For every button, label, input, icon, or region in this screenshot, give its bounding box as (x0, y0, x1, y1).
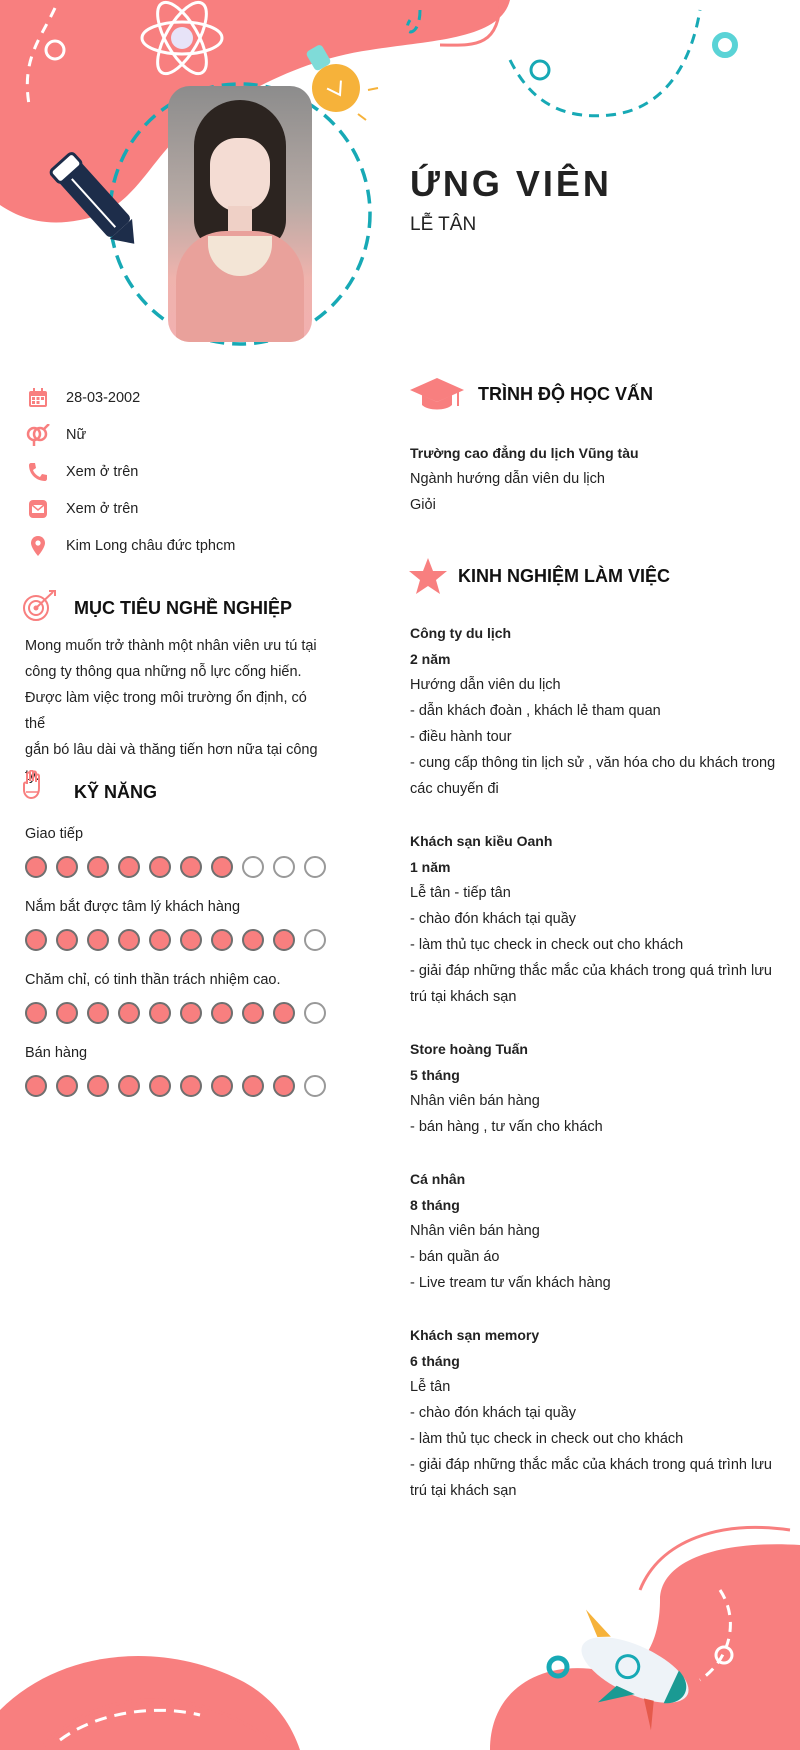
hand-icon (22, 770, 46, 805)
skill-label: Bán hàng (25, 1045, 88, 1061)
rating-dot-filled (87, 1075, 109, 1097)
bottom-right-blob (490, 1544, 800, 1750)
gender-icon (26, 423, 50, 447)
rating-dot-empty (304, 929, 326, 951)
rating-dot-filled (180, 856, 202, 878)
job-title: LỄ TÂN (410, 214, 477, 235)
skill-label: Chăm chỉ, có tinh thần trách nhiệm cao. (25, 972, 281, 988)
job-detail: - dẫn khách đoàn , khách lẻ tham quan (410, 703, 661, 719)
job-role: Hướng dẫn viên du lịch (410, 677, 561, 693)
contact-address (26, 534, 326, 558)
contact-text: Nữ (66, 427, 87, 443)
job-duration: 1 năm (410, 859, 451, 875)
contact-gender (26, 423, 326, 447)
rating-dot-filled (273, 1002, 295, 1024)
skill-rating (25, 929, 326, 951)
rating-dot-filled (56, 1002, 78, 1024)
candidate-name: ỨNG VIÊN (410, 163, 612, 204)
job-duration: 8 tháng (410, 1197, 460, 1213)
calendar-icon (26, 386, 50, 410)
rating-dot-filled (180, 1002, 202, 1024)
rating-dot-filled (118, 1075, 140, 1097)
mail-icon (26, 497, 50, 521)
contact-email (26, 497, 326, 521)
rating-dot-filled (242, 1075, 264, 1097)
rating-dot-filled (273, 929, 295, 951)
job-entry (410, 620, 780, 802)
job-role: Nhân viên bán hàng (410, 1223, 540, 1239)
skill-label: Nắm bắt được tâm lý khách hàng (25, 899, 241, 915)
candidate-photo (168, 86, 312, 342)
rating-dot-filled (149, 856, 171, 878)
company-name: Khách sạn kiều Oanh (410, 833, 553, 849)
company-name: Store hoàng Tuấn (410, 1041, 528, 1057)
experience-list (410, 620, 780, 1530)
job-detail: - giải đáp những thắc mắc của khách trong quá trình lưu (410, 963, 772, 979)
job-detail: - bán quần áo (410, 1249, 500, 1265)
rating-dot-filled (211, 856, 233, 878)
objective-text: Mong muốn trở thành một nhân viên ưu tú tại công ty thông qua những nỗ lực cống hiến. Được làm việc trong môi trường ổn định, có thể gắn bó lâu dài và thăng tiến hơn nữa tại công ty. (25, 638, 318, 784)
rating-dot-filled (56, 929, 78, 951)
job-role: Lễ tân (410, 1379, 451, 1395)
rating-dot-filled (87, 929, 109, 951)
location-icon (26, 534, 50, 558)
job-entry (410, 1322, 780, 1504)
job-duration: 2 năm (410, 651, 451, 667)
job-entry (410, 828, 780, 1010)
rating-dot-filled (149, 1002, 171, 1024)
rating-dot-filled (211, 929, 233, 951)
job-detail: - điều hành tour (410, 729, 512, 745)
rating-dot-empty (273, 856, 295, 878)
rating-dot-empty (242, 856, 264, 878)
bottom-left-blob (0, 1656, 300, 1750)
rating-dot-filled (25, 929, 47, 951)
rating-dot-empty (304, 1075, 326, 1097)
job-detail: - giải đáp những thắc mắc của khách trong quá trình lưu (410, 1457, 772, 1473)
rating-dot-filled (56, 856, 78, 878)
rating-dot-filled (118, 856, 140, 878)
job-duration: 5 tháng (410, 1067, 460, 1083)
job-detail: - cung cấp thông tin lịch sử , văn hóa cho du khách trong (410, 755, 776, 771)
skills-title: KỸ NĂNG (74, 782, 158, 802)
rating-dot-filled (118, 929, 140, 951)
contact-text: Xem ở trên (66, 501, 139, 517)
rating-dot-filled (149, 1075, 171, 1097)
job-role: Lễ tân - tiếp tân (410, 885, 511, 901)
rating-dot-filled (87, 856, 109, 878)
rating-dot-filled (180, 1075, 202, 1097)
contact-text: Kim Long châu đức tphcm (66, 538, 236, 554)
rating-dot-empty (304, 856, 326, 878)
rating-dot-filled (87, 1002, 109, 1024)
rating-dot-filled (242, 929, 264, 951)
contact-birthdate (26, 386, 326, 410)
rating-dot-filled (118, 1002, 140, 1024)
rating-dot-filled (56, 1075, 78, 1097)
job-detail: trú tại khách sạn (410, 1483, 517, 1499)
skill-label: Giao tiếp (25, 826, 84, 842)
education-section (410, 440, 770, 518)
graduation-cap-icon (410, 376, 464, 417)
contact-text: 28-03-2002 (66, 390, 141, 406)
job-detail: - làm thủ tục check in check out cho khách (410, 937, 684, 953)
target-icon (22, 590, 56, 627)
skill-rating (25, 856, 326, 878)
rating-dot-filled (273, 1075, 295, 1097)
job-detail: - chào đón khách tại quầy (410, 911, 577, 927)
job-entry (410, 1166, 780, 1296)
skill-rating (25, 1002, 326, 1024)
job-detail: - bán hàng , tư vấn cho khách (410, 1119, 603, 1135)
experience-title: KINH NGHIỆM LÀM VIỆC (458, 566, 671, 586)
contact-phone (26, 460, 326, 484)
rating-dot-filled (242, 1002, 264, 1024)
job-duration: 6 tháng (410, 1353, 460, 1369)
rating-dot-filled (180, 929, 202, 951)
job-detail: - Live tream tư vấn khách hàng (410, 1275, 611, 1291)
job-detail: trú tại khách sạn (410, 989, 517, 1005)
grade: Giỏi (410, 497, 436, 513)
objective-title: MỤC TIÊU NGHỀ NGHIỆP (74, 598, 293, 618)
rating-dot-filled (25, 1002, 47, 1024)
job-detail: các chuyến đi (410, 781, 499, 797)
job-role: Nhân viên bán hàng (410, 1093, 540, 1109)
rating-dot-filled (149, 929, 171, 951)
rating-dot-filled (211, 1075, 233, 1097)
rating-dot-filled (211, 1002, 233, 1024)
school-name: Trường cao đẳng du lịch Vũng tàu (410, 445, 639, 461)
job-detail: - làm thủ tục check in check out cho khách (410, 1431, 684, 1447)
job-entry (410, 1036, 780, 1140)
major: Ngành hướng dẫn viên du lịch (410, 471, 605, 487)
rating-dot-filled (25, 856, 47, 878)
company-name: Khách sạn memory (410, 1327, 540, 1343)
contact-text: Xem ở trên (66, 464, 139, 480)
company-name: Cá nhân (410, 1171, 466, 1187)
education-title: TRÌNH ĐỘ HỌC VẤN (478, 384, 653, 404)
skill-rating (25, 1075, 326, 1097)
job-detail: - chào đón khách tại quầy (410, 1405, 577, 1421)
phone-icon (26, 460, 50, 484)
company-name: Công ty du lịch (410, 625, 512, 641)
rating-dot-filled (25, 1075, 47, 1097)
rating-dot-empty (304, 1002, 326, 1024)
star-icon (409, 558, 447, 599)
